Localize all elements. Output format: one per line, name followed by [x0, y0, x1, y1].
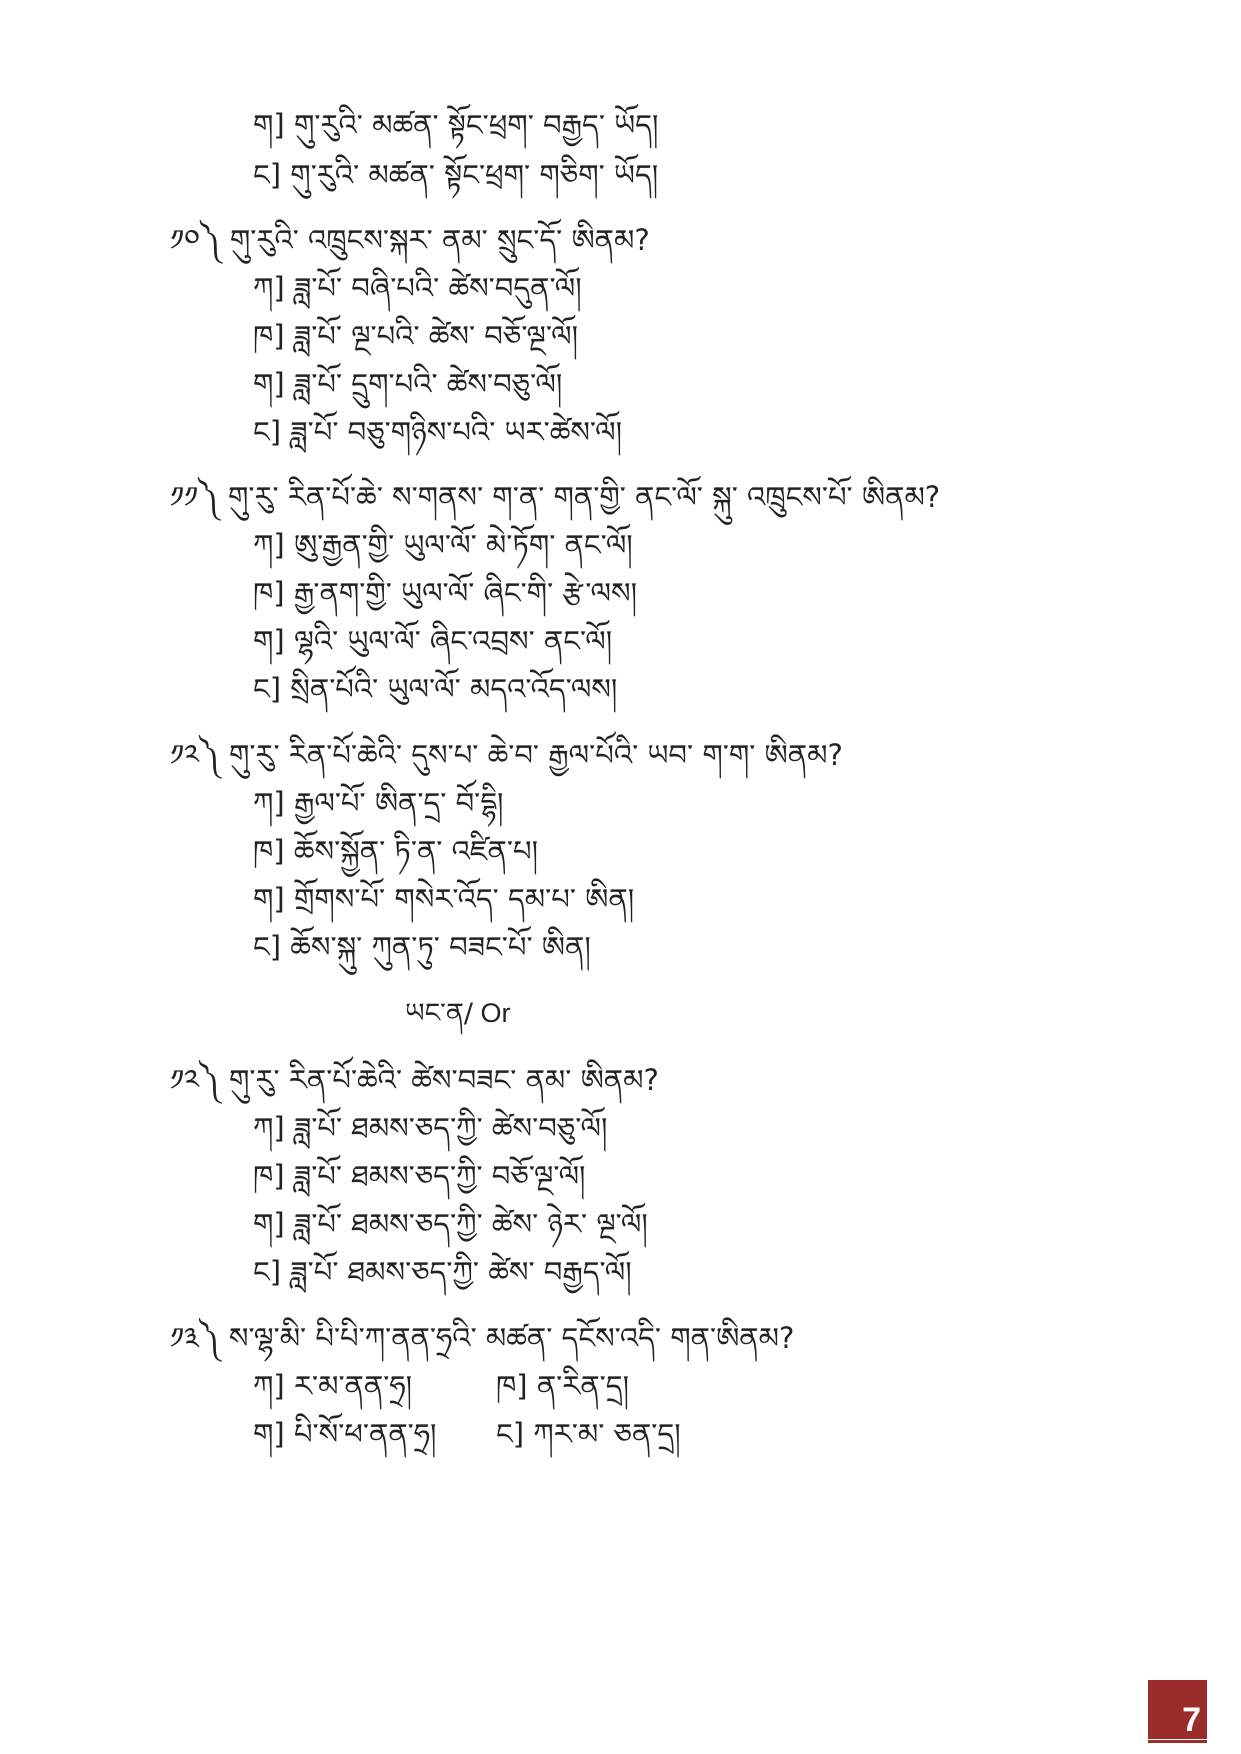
option-line [253, 1414, 437, 1454]
option-text: ཆོས་སྐྱོན་ ཏི་ན་ འཛིན་པ། [293, 834, 539, 868]
option-marker: ཁ] [496, 1369, 528, 1403]
or-latin: Or [472, 998, 511, 1028]
option-text: ཟླ་པོ་ ཐམས་ཅད་ཀྱི་ ཚེས་ ཉེར་ ལྔ་ལོ། [293, 1207, 648, 1241]
option-line [253, 412, 622, 452]
option-text: པི་སོ་ཕ་ནན་ཧྲ། [293, 1417, 437, 1451]
option-text: ཟླ་པོ་ ཐམས་ཅད་ཀྱི་ བཅོ་ལྔ་ལོ། [293, 1159, 586, 1193]
option-marker: ཁ] [253, 834, 285, 868]
page-number: 7 [1182, 1701, 1201, 1739]
option-text: ཆོས་སྐུ་ ཀུན་ཏུ་ བཟང་པོ་ ཨིན། [290, 930, 591, 964]
question-number: ༡༢ [170, 738, 200, 772]
option-line [253, 831, 538, 871]
option-text: ཨུ་རྒྱན་གྱི་ ཡུལ་ལོ་ མེ་ཏོག་ ནང་ལོ། [293, 528, 633, 562]
option-line [253, 1252, 632, 1292]
option-marker: ཁ] [253, 576, 285, 610]
question-separator: ༽ [199, 1321, 229, 1355]
option-line [496, 1366, 629, 1406]
question-number: ༡༣ [170, 1321, 200, 1355]
option-text: ཟླ་པོ་ བཅུ་གཉིས་པའི་ ཡར་ཚེས་ལོ། [290, 415, 623, 449]
option-text: རྒྱ་ནག་གྱི་ ཡུལ་ལོ་ ཞིང་གི་ རྩེ་ལས། [293, 576, 638, 610]
option-line [253, 155, 658, 195]
option-text: ཟླ་པོ་ ཐམས་ཅད་ཀྱི་ ཚེས་ བརྒྱད་ལོ། [290, 1255, 632, 1289]
option-text: ལྷའི་ ཡུལ་ལོ་ ཞིང་འབྲས་ ནང་ལོ། [293, 624, 613, 658]
option-line [253, 316, 578, 356]
option-marker: ག] [253, 1207, 285, 1241]
question-separator: ༽ [199, 223, 230, 257]
option-marker: ག] [253, 108, 285, 142]
or-separator [405, 993, 510, 1033]
question-text: གུ་རུ་ རིན་པོ་ཆེའི་ དུས་པ་ ཆེ་བ་ རྒྱལ་པོའི་ ཡབ་ ག་ག་ ཨིནམ? [228, 738, 843, 772]
question-number: ༡༠ [170, 223, 200, 257]
option-line [253, 268, 582, 308]
option-marker: ག] [253, 367, 285, 401]
option-marker: ཀ] [253, 786, 285, 820]
option-line [253, 783, 504, 823]
option-marker: ང] [253, 930, 282, 964]
option-line [253, 105, 658, 145]
option-line [253, 927, 591, 967]
option-text: ཟླ་པོ་ ལྔ་པའི་ ཚེས་ བཅོ་ལྔ་ལོ། [293, 319, 579, 353]
or-tibetan: ཡང་ན/ [405, 998, 473, 1029]
option-line [253, 1366, 412, 1406]
question-11 [170, 477, 940, 517]
question-text: གུ་རུ་ རིན་པོ་ཆེ་ ས་གནས་ ག་ན་ གན་གྱི་ ནང་ལོ་ སྐུ་ འཁྲུངས་པོ་ ཨིནམ? [227, 480, 941, 514]
option-text: ཀར་མ་ ཅན་དྲ། [533, 1417, 681, 1451]
question-text: གུ་རུ་ རིན་པོ་ཆེའི་ ཚེས་བཟང་ ནམ་ ཨིནམ? [228, 1063, 659, 1097]
option-marker: ཀ] [253, 528, 285, 562]
question-separator: ༽ [199, 738, 229, 772]
option-line [253, 879, 634, 919]
option-marker: ཁ] [253, 319, 285, 353]
question-separator: ༽ [198, 480, 228, 514]
question-12-alt [170, 1060, 659, 1100]
option-marker: ང] [253, 415, 282, 449]
question-text: ས་ལྷ་མི་ པི་པི་ཀ་ནན་ཧྲའི་ མཚན་ དངོས་འདི་ གན་ཨིནམ? [228, 1321, 795, 1355]
option-marker: ཀ] [253, 1111, 285, 1145]
option-line [253, 621, 612, 661]
option-marker: ཁ] [253, 1159, 285, 1193]
option-line [253, 1108, 607, 1148]
option-line [253, 669, 617, 709]
question-separator: ༽ [199, 1063, 229, 1097]
option-marker: ཀ] [253, 1369, 285, 1403]
question-13 [170, 1318, 794, 1358]
option-text: ཟླ་པོ་ བཞི་པའི་ ཚེས་བདུན་ལོ། [293, 271, 582, 305]
option-marker: ག] [253, 1417, 285, 1451]
page-number-underline [1148, 1740, 1207, 1743]
question-number: ༡༢ [170, 1063, 200, 1097]
option-marker: ག] [253, 882, 285, 916]
option-marker: ང] [253, 158, 282, 192]
option-line [496, 1414, 681, 1454]
option-text: ཟླ་པོ་ ཐམས་ཅད་ཀྱི་ ཚེས་བཅུ་ལོ། [293, 1111, 608, 1145]
option-text: གུ་རུའི་ མཚན་ སྟོང་ཕྲག་ བརྒྱད་ ཡོད། [293, 108, 659, 142]
option-marker: ང] [253, 1255, 282, 1289]
page-number-box [1148, 1680, 1207, 1739]
question-10 [170, 220, 650, 260]
option-marker: ང] [496, 1417, 525, 1451]
option-text: གུ་རུའི་ མཚན་ སྟོང་ཕྲག་ གཅིག་ ཡོད། [290, 158, 659, 192]
option-text: གྲོགས་པོ་ གསེར་འོད་ དམ་པ་ ཨིན། [293, 882, 635, 916]
question-text: གུ་རུའི་ འཁྲུངས་སྐར་ ནམ་ སྲུང་དོ་ ཨིནམ? [229, 223, 650, 257]
option-line [253, 525, 633, 565]
option-text: སྲིན་པོའི་ ཡུལ་ལོ་ མདའ་འོད་ལས། [290, 672, 618, 706]
option-text: ར་མ་ནན་ཧྲ། [293, 1369, 413, 1403]
option-marker: ཀ] [253, 271, 285, 305]
question-12 [170, 735, 843, 775]
question-number: ༡༡ [170, 480, 199, 514]
option-marker: ག] [253, 624, 285, 658]
option-line [253, 364, 562, 404]
option-text: ཟླ་པོ་ དྲུག་པའི་ ཚེས་བཅུ་ལོ། [293, 367, 563, 401]
option-text: རྒྱལ་པོ་ ཨིན་དྲ་ བོ་དྷི། [293, 786, 504, 820]
option-text: ན་རིན་དྲ། [536, 1369, 630, 1403]
option-line [253, 1156, 586, 1196]
option-marker: ང] [253, 672, 282, 706]
option-line [253, 1204, 648, 1244]
option-line [253, 573, 637, 613]
